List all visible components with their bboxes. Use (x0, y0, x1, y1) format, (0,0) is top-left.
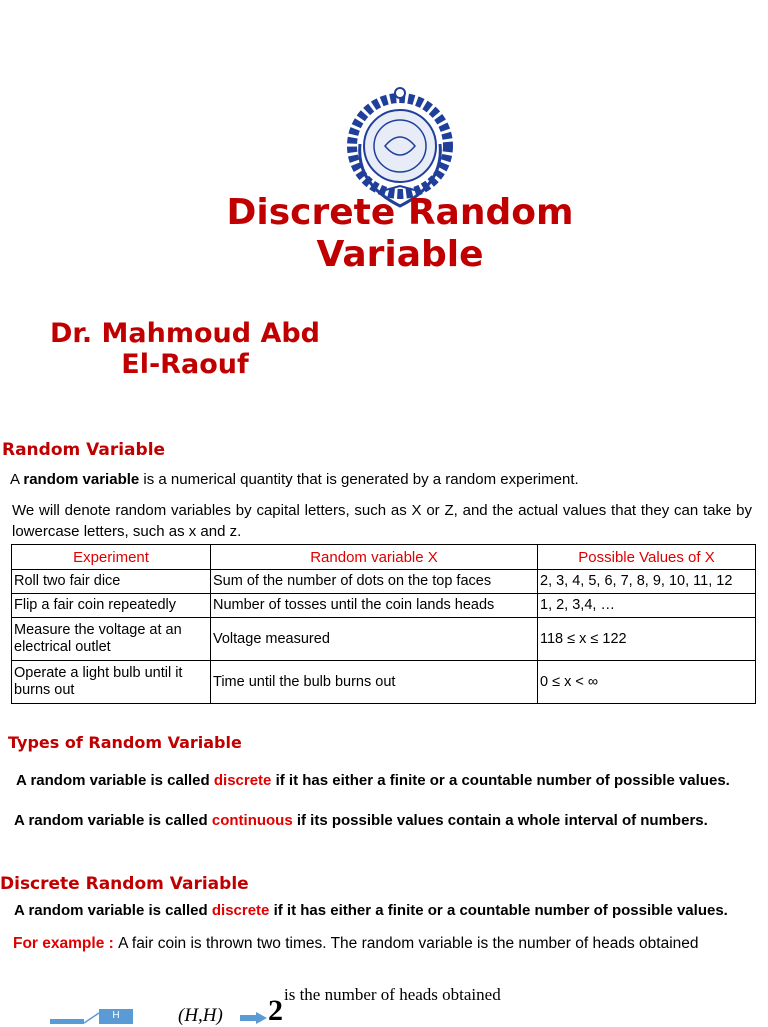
table-cell: 2, 3, 4, 5, 6, 7, 8, 9, 10, 11, 12 (538, 570, 756, 594)
author-name (20, 318, 350, 380)
discrete-keyword: discrete (213, 772, 272, 789)
continuous-prefix: A random variable is called (14, 812, 212, 829)
tree-node-h (99, 1009, 133, 1024)
notation-paragraph: We will denote random variables by capital letters, such as X or Z, and the actual values that they can take by lowercase letters, such as x and z. (12, 502, 752, 540)
table-cell: 118 ≤ x ≤ 122 (538, 618, 756, 661)
random-variable-heading: Random Variable (2, 440, 166, 460)
example-text: A fair coin is thrown two times. The random variable is the number of heads obtained (118, 935, 699, 952)
table-row (12, 594, 756, 618)
discrete-def-keyword: discrete (211, 902, 270, 919)
title-line-1: Discrete Random (226, 192, 574, 233)
table-cell: Flip a fair coin repeatedly (12, 594, 211, 618)
table-header-row (12, 545, 756, 570)
discrete-rest: if it has either a finite or a countable number of possible values. (271, 772, 730, 789)
random-variable-definition (10, 469, 579, 490)
table-cell: Operate a light bulb until it burns out (12, 661, 211, 704)
outcome-hh: (H,H) (178, 1005, 223, 1026)
random-variable-table (11, 544, 756, 704)
author-line-2: El-Raouf (121, 349, 249, 380)
tree-node-root (50, 1019, 84, 1024)
table-cell: Sum of the number of dots on the top faces (211, 570, 538, 594)
table-row (12, 618, 756, 661)
table-cell: Roll two fair dice (12, 570, 211, 594)
discrete-def-repeat (14, 902, 728, 919)
table-cell: 1, 2, 3,4, … (538, 594, 756, 618)
page-title (180, 192, 620, 276)
heads-note: is the number of heads obtained (284, 985, 501, 1004)
def-term: random variable (23, 471, 140, 488)
discrete-heading: Discrete Random Variable (0, 874, 249, 894)
table-row (12, 661, 756, 704)
discrete-definition (16, 772, 730, 789)
types-heading: Types of Random Variable (8, 733, 242, 752)
tree-branch-icon (84, 1010, 100, 1024)
discrete-prefix: A random variable is called (16, 772, 214, 789)
author-line-1: Dr. Mahmoud Abd (49, 318, 321, 349)
header-experiment: Experiment (12, 545, 211, 570)
tree-node-label: H (112, 1010, 120, 1021)
def-prefix: A (10, 471, 24, 488)
table-cell: Time until the bulb burns out (211, 661, 538, 704)
example-label: For example : (13, 935, 119, 952)
def-rest: is a numerical quantity that is generated by a random experiment. (139, 471, 579, 488)
header-random-variable: Random variable X (211, 545, 538, 570)
table-row (12, 570, 756, 594)
table-cell: Measure the voltage at an electrical outlet (12, 618, 211, 661)
header-possible-values: Possible Values of X (538, 545, 756, 570)
continuous-keyword: continuous (211, 812, 293, 829)
example-paragraph (13, 933, 751, 954)
outcome-value: 2 (268, 994, 283, 1027)
title-line-2: Variable (316, 234, 484, 275)
table-cell: Voltage measured (211, 618, 538, 661)
discrete-def-rest: if it has either a finite or a countable number of possible values. (269, 902, 728, 919)
arrow-right-icon (240, 1012, 268, 1024)
continuous-rest: if its possible values contain a whole interval of numbers. (292, 812, 708, 829)
continuous-definition (14, 812, 708, 829)
discrete-def-prefix: A random variable is called (14, 902, 212, 919)
table-cell: Number of tosses until the coin lands heads (211, 594, 538, 618)
table-cell: 0 ≤ x < ∞ (538, 661, 756, 704)
